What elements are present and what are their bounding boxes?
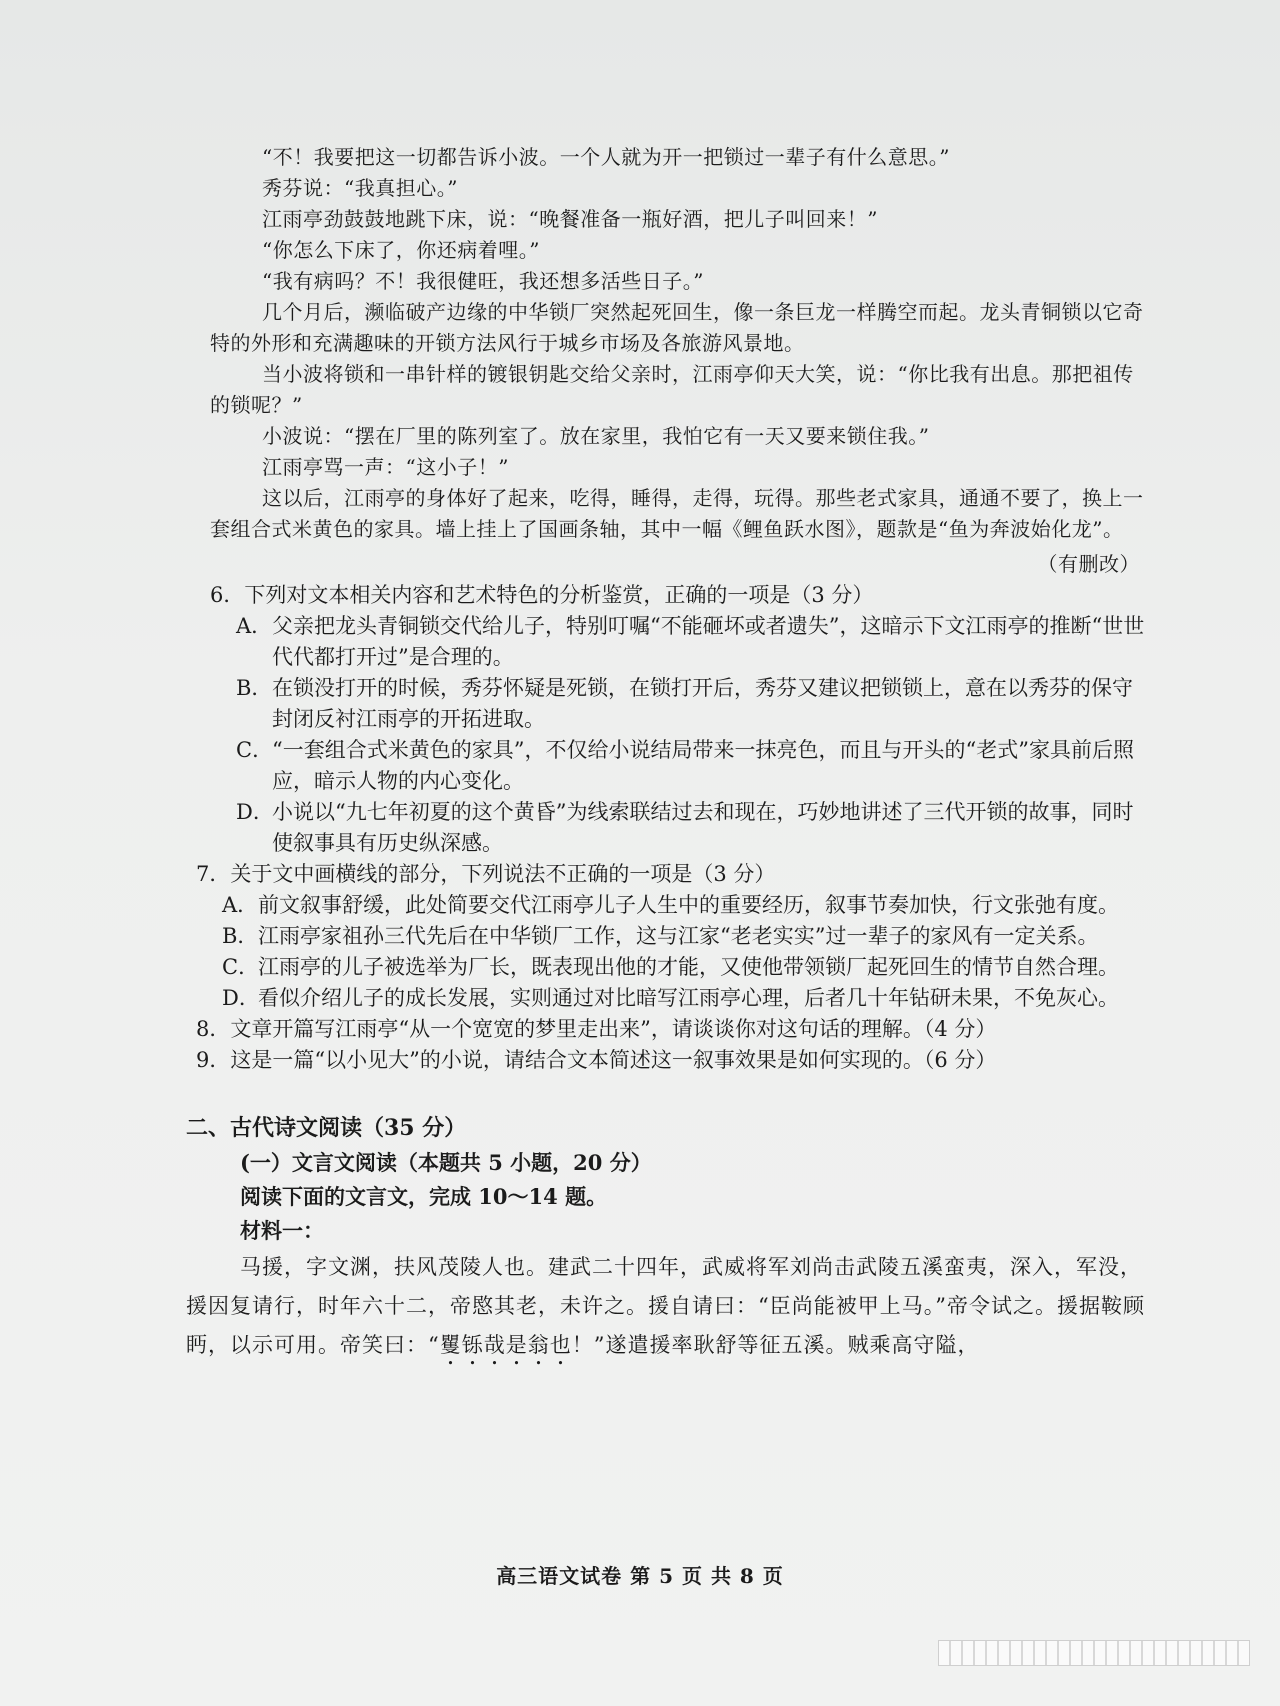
question-stem: 7．关于文中画横线的部分，下列说法不正确的一项是（3 分） <box>196 862 776 886</box>
story-line: “我有病吗？不！我很健旺，我还想多活些日子。” <box>262 269 704 293</box>
abridged-note: （有删改） <box>1037 552 1140 576</box>
option-text: 在锁没打开的时候，秀芬怀疑是死锁，在锁打开后，秀芬又建议把锁锁上，意在以秀芬的保守封闭反衬江雨亭的开拓进取。 <box>272 676 1133 731</box>
option-b <box>222 921 1150 952</box>
option-text: 看似介绍儿子的成长发展，实则通过对比暗写江雨亭心理，后者几十年钻研未果，不免灰心。 <box>258 986 1119 1010</box>
option-a <box>222 890 1150 921</box>
question-7 <box>196 859 1150 1076</box>
option-c <box>222 952 1150 983</box>
option-b <box>236 673 1150 735</box>
story-line: “你怎么下床了，你还病着哩。” <box>262 238 540 262</box>
option-label: A． <box>222 893 259 917</box>
option-text: 前文叙事舒缓，此处简要交代江雨亭儿子人生中的重要经历，叙事节奏加快，行文张弛有度。 <box>258 893 1119 917</box>
story-line: 这以后，江雨亭的身体好了起来，吃得，睡得，走得，玩得。那些老式家具，通通不要了，换上一套组合式米黄色的家具。墙上挂上了国画条轴，其中一幅《鲤鱼跃水图》，题款是“鱼为奔波始化龙”。 <box>210 486 1144 541</box>
option-label: C． <box>236 738 274 762</box>
option-label: B． <box>236 676 273 700</box>
option-label: B． <box>222 924 259 948</box>
story-line: 秀芬说：“我真担心。” <box>262 176 458 200</box>
classical-section <box>186 1110 1150 1370</box>
page-footer: 高三语文试卷 第 5 页 共 8 页 <box>496 1564 784 1588</box>
page-content <box>186 142 1150 1370</box>
option-text: “一套组合式米黄色的家具”，不仅给小说结局带来一抹亮色，而且与开头的“老式”家具前后照应，暗示人物的内心变化。 <box>272 738 1134 793</box>
material-label: 材料一： <box>240 1218 324 1243</box>
option-d <box>236 797 1150 859</box>
option-text: 小说以“九七年初夏的这个黄昏”为线索联结过去和现在，巧妙地讲述了三代开锁的故事，同时使叙事具有历史纵深感。 <box>272 800 1134 855</box>
option-d <box>222 983 1150 1014</box>
story-excerpt <box>210 142 1150 580</box>
story-line: 小波说：“摆在厂里的陈列室了。放在家里，我怕它有一天又要来锁住我。” <box>262 424 930 448</box>
question-9: 9．这是一篇“以小见大”的小说，请结合文本简述这一叙事效果是如何实现的。（6 分） <box>196 1048 997 1072</box>
subsection-title: (一）文言文阅读（本题共 5 小题，20 分） <box>240 1150 652 1175</box>
option-label: D． <box>222 986 260 1010</box>
option-c <box>236 735 1150 797</box>
option-label: D． <box>236 800 274 824</box>
option-label: A． <box>236 614 273 638</box>
emphasized-phrase: 矍铄哉是翁也 <box>439 1333 572 1357</box>
story-line: 几个月后，濒临破产边缘的中华锁厂突然起死回生，像一条巨龙一样腾空而起。龙头青铜锁以它奇特的外形和充满趣味的开锁方法风行于城乡市场及各旅游风景地。 <box>210 300 1144 355</box>
option-label: C． <box>222 955 260 979</box>
scan-strip <box>938 1640 1250 1666</box>
question-stem: 6．下列对文本相关内容和艺术特色的分析鉴赏，正确的一项是（3 分） <box>210 583 874 607</box>
story-line: 江雨亭劲鼓鼓地跳下床，说：“晚餐准备一瓶好酒，把儿子叫回来！” <box>262 207 878 231</box>
story-line: “不！我要把这一切都告诉小波。一个人就为开一把锁过一辈子有什么意思。” <box>262 145 950 169</box>
classical-text-part: 马援，字文渊，扶风茂陵人也。建武二十四年，武威将军刘尚击武陵五溪蛮夷，深入，军没，援因复请行，时年六十二，帝愍其老，未许之。援自请曰：“臣尚能被甲上马。”帝令试之。援据鞍顾眄，以示可用。帝笑曰：“ <box>186 1255 1145 1357</box>
option-a <box>236 611 1150 673</box>
instruction: 阅读下面的文言文，完成 10～14 题。 <box>240 1184 608 1209</box>
classical-text <box>186 1248 1150 1370</box>
story-line: 江雨亭骂一声：“这小子！” <box>262 455 509 479</box>
option-text: 江雨亭家祖孙三代先后在中华锁厂工作，这与江家“老老实实”过一辈子的家风有一定关系。 <box>258 924 1099 948</box>
question-6 <box>210 580 1150 859</box>
section-title: 二、古代诗文阅读（35 分） <box>186 1115 467 1141</box>
option-text: 江雨亭的儿子被选举为厂长，既表现出他的才能，又使他带领锁厂起死回生的情节自然合理。 <box>258 955 1119 979</box>
classical-text-part: ！”遂遣援率耿舒等征五溪。贼乘高守隘， <box>571 1333 980 1357</box>
story-line: 当小波将锁和一串针样的镀银钥匙交给父亲时，江雨亭仰天大笑，说：“你比我有出息。那把祖传的锁呢？” <box>210 362 1134 417</box>
option-text: 父亲把龙头青铜锁交代给儿子，特别叮嘱“不能砸坏或者遗失”，这暗示下文江雨亭的推断“世世代代都打开过”是合理的。 <box>272 614 1145 669</box>
question-8: 8．文章开篇写江雨亭“从一个宽宽的梦里走出来”，请谈谈你对这句话的理解。（4 分） <box>196 1017 997 1041</box>
